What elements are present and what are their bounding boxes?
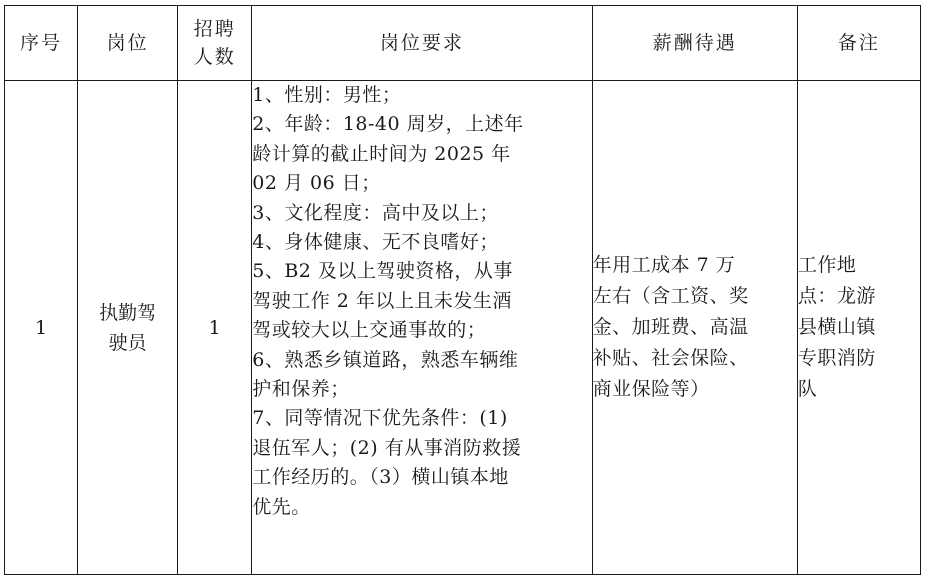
salary-line: 商业保险等） bbox=[592, 378, 710, 400]
note-line: 专职消防 bbox=[797, 347, 876, 369]
requirement-line: 工作经历的。（3）横山镇本地 bbox=[252, 466, 509, 489]
header-count-line1: 招聘 bbox=[193, 18, 236, 40]
requirement-line: 6、熟悉乡镇道路，熟悉车辆维 bbox=[252, 348, 519, 371]
requirement-line: 3、文化程度：高中及以上； bbox=[252, 201, 499, 224]
recruitment-table-container bbox=[4, 5, 921, 575]
table-header-row bbox=[5, 6, 921, 81]
header-requirements: 岗位要求 bbox=[252, 6, 592, 81]
cell-position bbox=[78, 81, 178, 575]
table-row bbox=[5, 81, 921, 575]
header-no: 序号 bbox=[5, 6, 78, 81]
requirement-line: 优先。 bbox=[252, 495, 311, 518]
salary-line: 左右（含工资、奖 bbox=[592, 285, 749, 307]
requirement-line: 护和保养； bbox=[252, 378, 350, 401]
header-count bbox=[178, 6, 252, 81]
requirement-line: 驾驶工作 2 年以上且未发生酒 bbox=[252, 289, 512, 312]
requirement-line: 2、年龄：18-40 周岁，上述年 bbox=[252, 113, 524, 136]
header-salary: 薪酬待遇 bbox=[592, 6, 797, 81]
note-line: 县横山镇 bbox=[797, 316, 876, 338]
position-line2: 驶员 bbox=[108, 331, 147, 354]
header-count-line2: 人数 bbox=[193, 46, 236, 68]
position-line1: 执勤驾 bbox=[99, 301, 157, 324]
requirement-line: 退伍军人；(2) 有从事消防救援 bbox=[252, 436, 522, 459]
cell-requirements bbox=[252, 81, 592, 575]
note-line: 队 bbox=[797, 378, 818, 400]
salary-line: 金、加班费、高温 bbox=[592, 316, 749, 338]
requirement-line: 龄计算的截止时间为 2025 年 bbox=[252, 142, 511, 165]
cell-count: 1 bbox=[178, 81, 252, 575]
requirement-line: 驾或较大以上交通事故的； bbox=[252, 319, 487, 342]
cell-salary bbox=[592, 81, 797, 575]
note-line: 点：龙游 bbox=[797, 285, 876, 307]
requirement-line: 1、性别：男性； bbox=[252, 84, 402, 106]
requirement-line: 7、同等情况下优先条件：(1) bbox=[252, 407, 508, 430]
requirement-line: 5、B2 及以上驾驶资格，从事 bbox=[252, 260, 513, 283]
header-note: 备注 bbox=[797, 6, 920, 81]
recruitment-table bbox=[4, 5, 921, 575]
requirement-line: 4、身体健康、无不良嗜好； bbox=[252, 231, 499, 254]
cell-note bbox=[797, 81, 920, 575]
note-line: 工作地 bbox=[797, 254, 857, 276]
salary-line: 补贴、社会保险、 bbox=[592, 347, 749, 369]
header-position: 岗位 bbox=[78, 6, 178, 81]
cell-no: 1 bbox=[5, 81, 78, 575]
salary-line: 年用工成本 7 万 bbox=[592, 254, 736, 276]
requirement-line: 02 月 06 日； bbox=[252, 172, 381, 195]
